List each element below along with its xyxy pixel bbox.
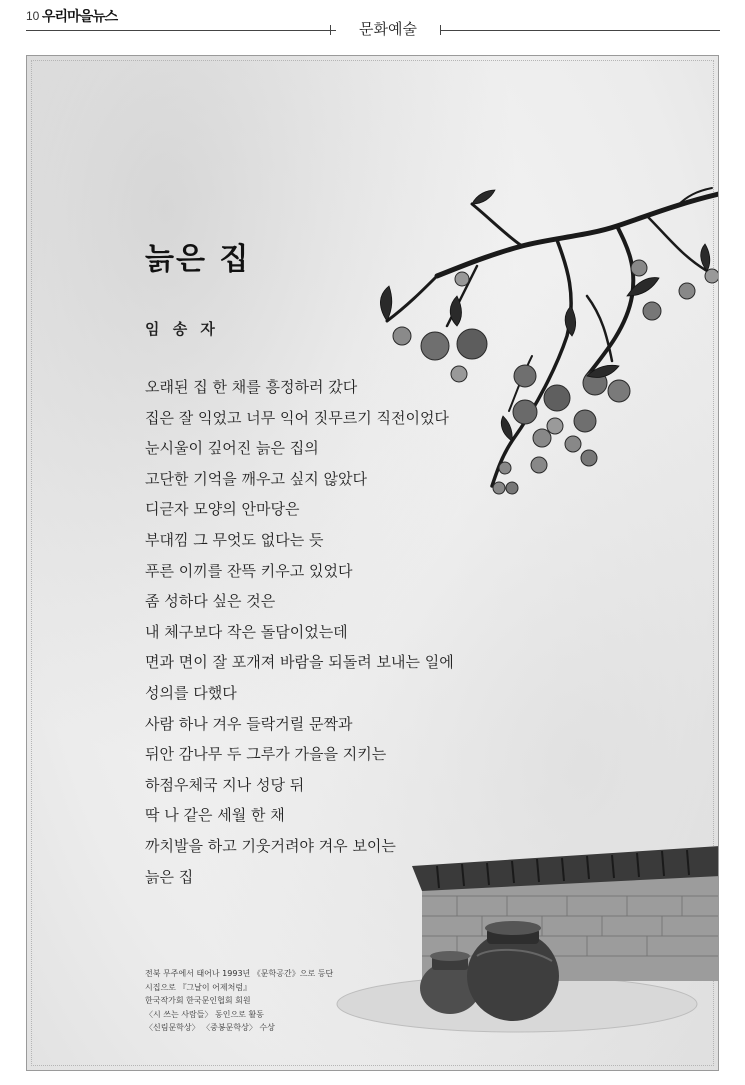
bio-line: 시집으로 『그날이 어제처럼』 [145, 982, 252, 992]
header-rule-left [26, 30, 336, 31]
bio-line: 〈신림문학상〉 〈중봉문학상〉 수상 [145, 1023, 275, 1032]
poem-line: 까치발을 하고 기웃거려야 겨우 보이는 [145, 836, 396, 855]
poem-line: 디귿자 모양의 안마당은 [145, 500, 300, 519]
poem-line: 늙은 집 [145, 867, 194, 886]
poem-line: 딱 나 같은 세월 한 채 [145, 806, 285, 825]
poem-line: 오래된 집 한 채를 흥정하러 갔다 [145, 378, 358, 396]
page-header [0, 0, 745, 46]
header-rule-right [440, 30, 720, 31]
poem-line: 내 체구보다 작은 돌담이었는데 [145, 622, 348, 641]
bio-line: 전북 무주에서 태어나 1993년 《문학공간》으로 등단 [145, 969, 334, 978]
poem-line: 뒤안 감나무 두 그루가 가을을 지키는 [145, 745, 387, 764]
poem-author: 임 송 자 [145, 320, 219, 338]
poem-title: 늙은 집 [145, 242, 251, 277]
poem-line: 좀 성하다 싶은 것은 [145, 592, 276, 611]
newspaper-masthead: 우리마을뉴스 [42, 9, 118, 25]
poem-line: 면과 면이 잘 포개져 바람을 되돌려 보내는 일에 [145, 653, 454, 672]
poem-line: 성의를 다했다 [145, 683, 237, 702]
bio-line: 〈시 쓰는 사람들〉 동인으로 활동 [145, 1009, 264, 1019]
poem-frame [26, 55, 719, 1071]
header-rule-tick-left [330, 25, 331, 35]
author-bio [145, 967, 333, 1035]
page-number: 10 [26, 9, 40, 23]
poem-line: 사람 하나 겨우 들락거릴 문짝과 [145, 714, 353, 733]
bio-line: 한국작가회 한국문인협회 회원 [145, 996, 251, 1005]
poem-line: 고단한 기억을 깨우고 싶지 않았다 [145, 469, 367, 488]
section-title: 문화예술 [359, 20, 417, 38]
poem-line: 하점우체국 지나 성당 뒤 [145, 775, 305, 794]
poem-body [145, 372, 454, 892]
poem-line: 푸른 이끼를 잔뜩 키우고 있었다 [145, 561, 353, 580]
poem-line: 부대낌 그 무엇도 없다는 듯 [145, 530, 324, 549]
poem-line: 집은 잘 익었고 너무 익어 짓무르기 직전이었다 [145, 408, 449, 427]
poem-line: 눈시울이 깊어진 늙은 집의 [145, 439, 319, 458]
